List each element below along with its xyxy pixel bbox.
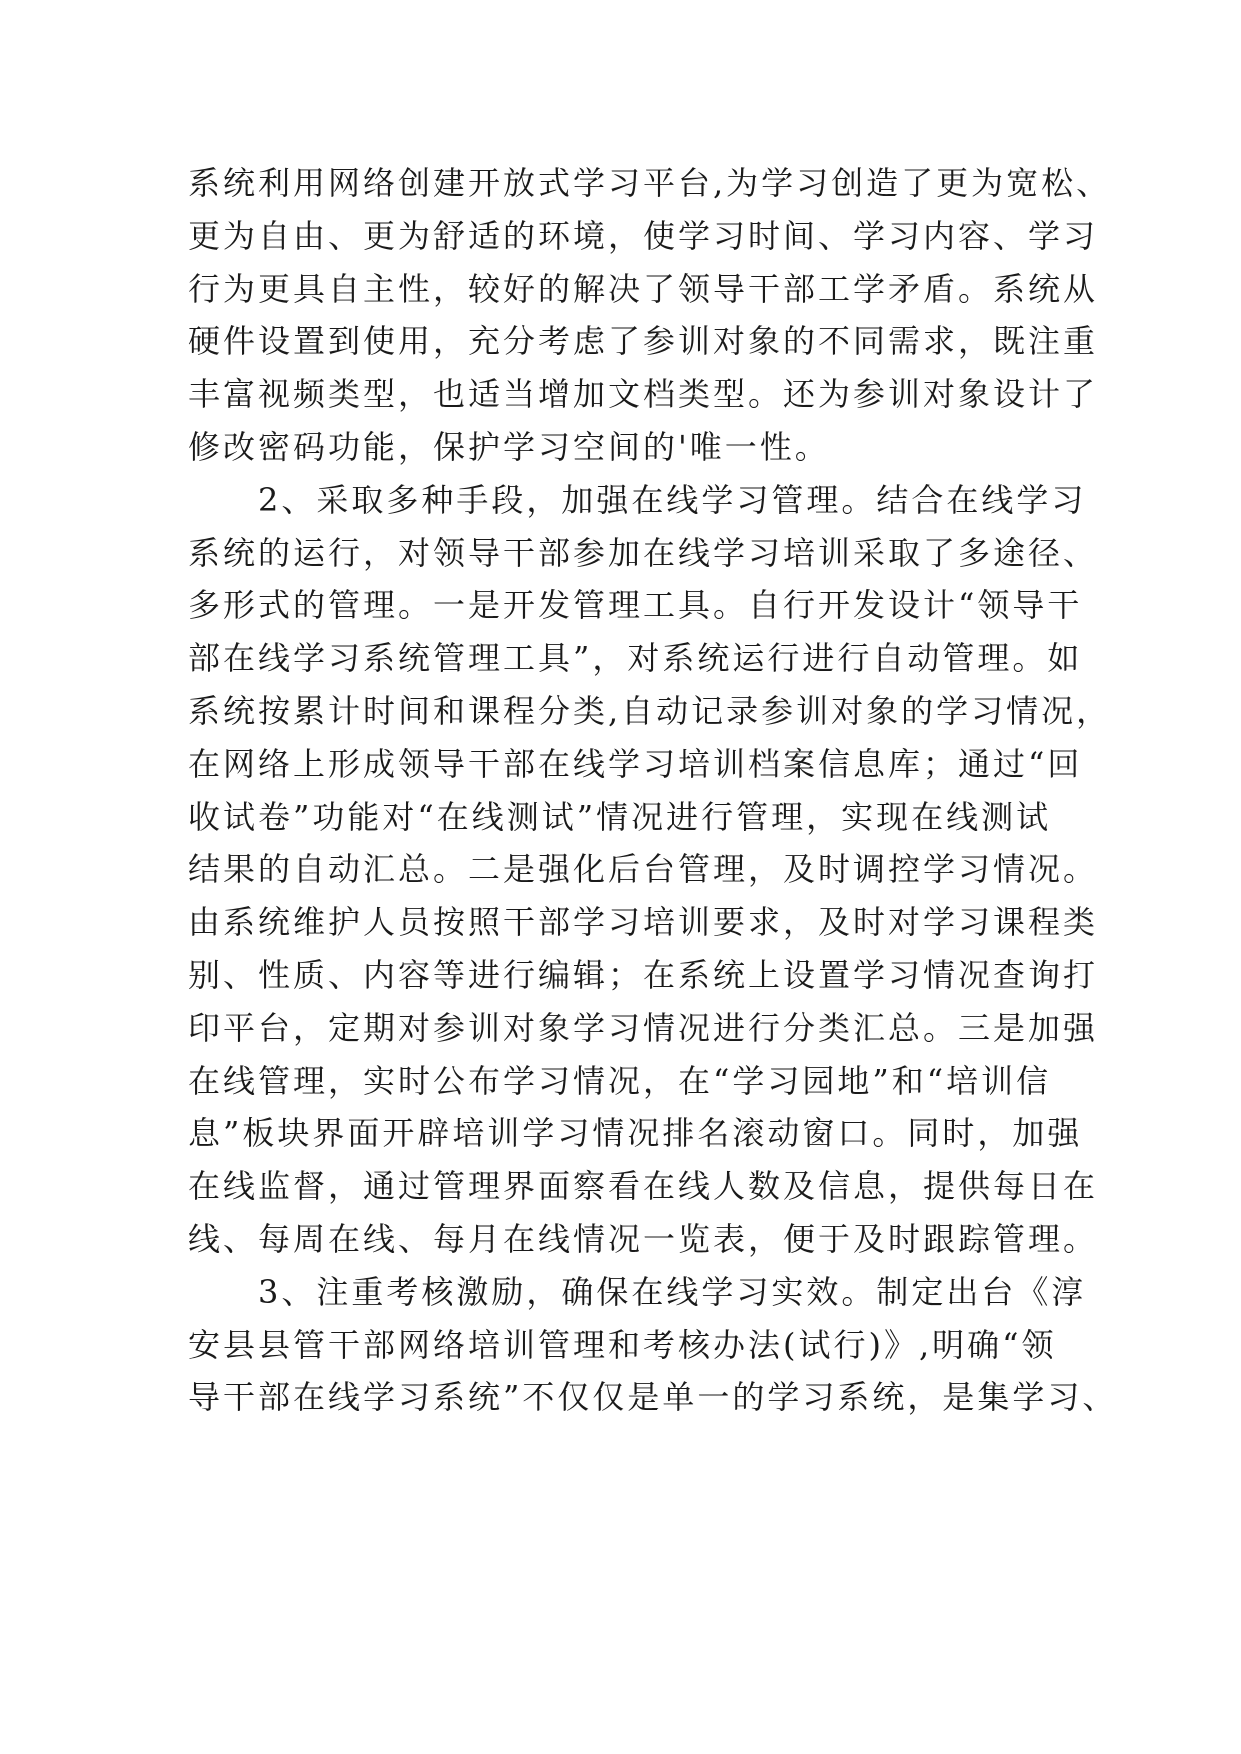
text-line: 3、注重考核激励，确保在线学习实效。制定出台《淳: [188, 1272, 1087, 1311]
text-line: 在网络上形成领导干部在线学习培训档案信息库；通过“回: [188, 744, 1083, 783]
text-line: 线、每周在线、每月在线情况一览表，便于及时跟踪管理。: [188, 1219, 1099, 1258]
text-line: 更为自由、更为舒适的环境，使学习时间、学习内容、学习: [188, 216, 1099, 255]
text-line: 息”板块界面开辟培训学习情况排名滚动窗口。同时，加强: [188, 1114, 1083, 1153]
text-line: 别、性质、内容等进行编辑；在系统上设置学习情况查询打: [188, 955, 1099, 994]
text-line: 多形式的管理。一是开发管理工具。自行开发设计“领导干: [188, 586, 1083, 625]
text-line: 行为更具自主性，较好的解决了领导干部工学矛盾。系统从: [188, 269, 1099, 308]
text-line: 系统的运行，对领导干部参加在线学习培训采取了多途径、: [188, 533, 1099, 572]
text-line: 印平台，定期对参训对象学习情况进行分类汇总。三是加强: [188, 1008, 1099, 1047]
text-line: 导干部在线学习系统”不仅仅是单一的学习系统，是集学习、: [188, 1378, 1118, 1417]
text-line: 系统利用网络创建开放式学习平台,为学习创造了更为宽松、: [188, 164, 1112, 202]
text-line: 丰富视频类型，也适当增加文档类型。还为参训对象设计了: [188, 375, 1099, 414]
text-line: 安县县管干部网络培训管理和考核办法(试行)》,明确“领: [188, 1325, 1057, 1364]
text-line: 部在线学习系统管理工具”，对系统运行进行自动管理。如: [188, 639, 1083, 678]
text-line: 结果的自动汇总。二是强化后台管理，及时调控学习情况。: [188, 850, 1099, 889]
body-text: [188, 157, 1188, 1424]
text-line: 收试卷”功能对“在线测试”情况进行管理，实现在线测试: [188, 797, 1052, 836]
text-line: 修改密码功能，保护学习空间的'唯一性。: [188, 427, 830, 466]
text-line: 系统按累计时间和课程分类,自动记录参训对象的学习情况，: [188, 691, 1112, 730]
text-line: 硬件设置到使用，充分考虑了参训对象的不同需求，既注重: [188, 322, 1099, 361]
text-line: 由系统维护人员按照干部学习培训要求，及时对学习课程类: [188, 903, 1099, 942]
text-line: 在线管理，实时公布学习情况，在“学习园地”和“培训信: [188, 1061, 1052, 1100]
text-line: 2、采取多种手段，加强在线学习管理。结合在线学习: [188, 480, 1087, 519]
text-line: 在线监督，通过管理界面察看在线人数及信息，提供每日在: [188, 1167, 1099, 1206]
